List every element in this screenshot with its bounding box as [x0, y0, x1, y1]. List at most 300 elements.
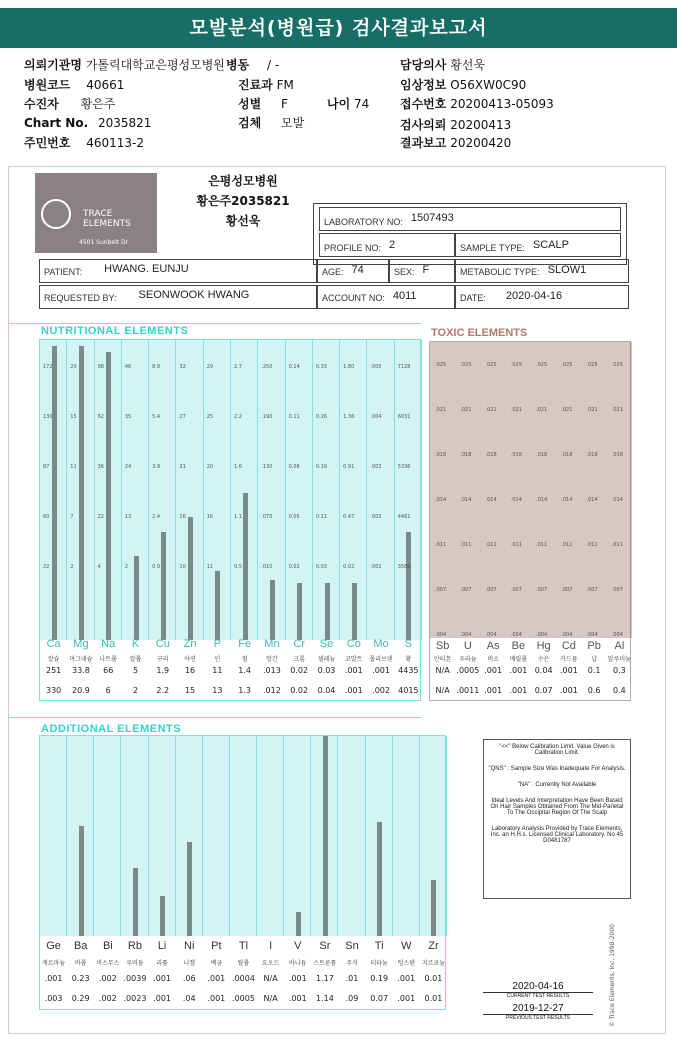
- additional-korean-name: 요오드: [261, 960, 280, 967]
- previous-value: 15: [184, 686, 196, 695]
- toxic-tick-label: .025: [611, 362, 623, 368]
- nutritional-tick-label: 98: [97, 364, 104, 370]
- hospital-stamp: [195, 171, 291, 231]
- toxic-tick-label: .004: [586, 632, 598, 638]
- additional-korean-name: 게르마늄: [41, 960, 66, 967]
- age-label: 나이: [327, 97, 351, 111]
- toxic-korean-name: 비소: [487, 656, 499, 663]
- element-symbol: Se: [319, 638, 334, 650]
- nutritional-tick-label: 4: [97, 564, 101, 570]
- nutritional-tick-label: .003: [370, 464, 382, 470]
- lab-logo-block: [35, 173, 157, 253]
- toxic-tick-label: .018: [536, 452, 548, 458]
- element-symbol: Fe: [238, 638, 252, 650]
- lab-no-row: [319, 207, 621, 231]
- toxic-previous-value: 0.6: [587, 686, 601, 695]
- lab-logo-icon: [41, 199, 71, 229]
- current-date: 2020-04-16: [483, 981, 593, 993]
- toxic-tick-label: .014: [586, 497, 598, 503]
- additional-previous-value: .002: [98, 994, 117, 1003]
- toxic-previous-value: 0.4: [613, 686, 626, 695]
- toxic-korean-name: 알루미늄: [607, 656, 631, 663]
- previous-label: PREVIOUS TEST RESULTS: [506, 1015, 570, 1021]
- nutritional-tick-label: 20: [206, 464, 214, 470]
- element-symbol: Mg: [73, 638, 89, 650]
- requested-row: [39, 285, 317, 309]
- nutritional-tick-label: 0.02: [288, 564, 300, 570]
- toxic-column: [430, 342, 455, 638]
- nutritional-tick-label: 0.26: [315, 414, 327, 420]
- clinical-value: O56XW0C90: [450, 78, 527, 92]
- additional-column: [284, 736, 311, 936]
- report-date-label: 결과보고: [400, 136, 447, 150]
- age-row: [317, 259, 389, 283]
- nutritional-bar: [406, 532, 411, 640]
- toxic-column: [556, 342, 581, 638]
- profile-row: [319, 233, 455, 257]
- toxic-tick-label: .014: [460, 497, 472, 503]
- element-symbol: Mn: [264, 638, 280, 650]
- current-value: 0.03: [317, 666, 336, 675]
- toxic-tick-label: .021: [460, 407, 472, 413]
- toxic-tick-label: .025: [586, 362, 598, 368]
- note-qns: "QNS" : Sample Size Was Inadequate For Analysis.: [488, 766, 626, 772]
- toxic-current-value: .001: [484, 666, 503, 675]
- additional-previous-value: 1.14: [315, 994, 334, 1003]
- toxic-current-value: 0.3: [613, 666, 626, 675]
- previous-date: 2019-12-27: [483, 1003, 593, 1015]
- age-value: 74: [354, 97, 370, 111]
- nutritional-tick-label: .070: [261, 514, 273, 520]
- nutritional-tick-label: 4461: [397, 514, 411, 520]
- additional-symbol: W: [401, 940, 412, 952]
- current-value: 0.02: [290, 666, 309, 675]
- previous-value: 6: [105, 686, 111, 695]
- nutritional-tick-label: .001: [370, 564, 382, 570]
- toxic-current-value: .0005: [456, 666, 480, 675]
- sample-label: SAMPLE TYPE:: [460, 243, 525, 253]
- nutritional-tick-label: 0.11: [288, 414, 300, 420]
- profile-label: PROFILE NO:: [324, 243, 382, 253]
- additional-column: [338, 736, 365, 936]
- additional-column: [94, 736, 121, 936]
- toxic-symbol: U: [463, 640, 472, 652]
- element-korean-name: 칼슘: [47, 656, 60, 663]
- nutritional-title: NUTRITIONAL ELEMENTS: [41, 325, 189, 337]
- stamp-patient: 황은주2035821: [196, 194, 290, 208]
- toxic-korean-name: 베릴륨: [509, 656, 528, 663]
- element-korean-name: 나트륨: [99, 656, 117, 663]
- additional-column: [257, 736, 284, 936]
- element-korean-name: 코발트: [345, 656, 363, 663]
- toxic-tick-label: .004: [561, 632, 573, 638]
- additional-bar: [323, 736, 328, 936]
- current-value: 16: [184, 666, 196, 675]
- element-korean-name: 인: [214, 656, 221, 663]
- additional-korean-name: 비스무스: [96, 960, 120, 967]
- toxic-tick-label: .025: [536, 362, 548, 368]
- element-korean-name: 아연: [184, 656, 196, 663]
- toxic-tick-label: .007: [435, 587, 447, 593]
- toxic-previous-value: .001: [559, 686, 578, 695]
- previous-value: 2.2: [156, 686, 170, 695]
- additional-current-value: .001: [288, 974, 307, 983]
- note-ideal: Ideal Levels And Interpretation Have Been Based On Hair Samples Obtained From The Mid-Parietal To The Occipital Region Of The Scalp: [490, 798, 624, 816]
- nutritional-tick-label: .004: [370, 414, 382, 420]
- specimen-label: 검체: [238, 116, 262, 130]
- toxic-symbol: Hg: [536, 640, 551, 652]
- toxic-tick-label: .018: [485, 452, 497, 458]
- element-korean-name: 칼륨: [129, 656, 142, 663]
- nutritional-tick-label: 15: [70, 414, 77, 420]
- additional-divider: [9, 717, 421, 718]
- nutritional-bar: [215, 571, 220, 640]
- additional-korean-name: 스트론튬: [313, 960, 337, 967]
- additional-symbol: Ba: [73, 940, 88, 952]
- additional-current-value: 0.23: [71, 974, 90, 983]
- nutritional-tick-label: 62: [97, 414, 104, 420]
- toxic-current-value: .001: [509, 666, 528, 675]
- additional-symbol: Ge: [46, 940, 61, 952]
- toxic-tick-label: .014: [536, 497, 548, 503]
- nutritional-bar: [134, 556, 139, 640]
- lab-no-label: LABORATORY NO:: [324, 217, 403, 227]
- sex-value: F: [281, 97, 288, 111]
- toxic-korean-name: 안티몬: [433, 656, 452, 663]
- toxic-tick-label: .021: [485, 407, 497, 413]
- additional-current-value: .001: [153, 974, 171, 983]
- toxic-previous-value: .001: [484, 686, 503, 695]
- additional-korean-name: 바륨: [74, 960, 87, 967]
- age-report-value: 74: [351, 264, 364, 276]
- element-korean-name: 철: [241, 656, 248, 663]
- toxic-tick-label: .018: [611, 452, 623, 458]
- report-title: 모발분석(병원급) 검사결과보고서: [0, 8, 677, 48]
- toxic-tick-label: .004: [611, 632, 623, 638]
- nutritional-tick-label: 6031: [397, 414, 411, 420]
- patient-report-label: PATIENT:: [44, 267, 83, 277]
- additional-symbol: Sr: [319, 940, 331, 952]
- patient-report-value: HWANG. EUNJU: [104, 263, 189, 275]
- toxic-tick-label: .011: [460, 542, 472, 548]
- additional-current-value: .001: [207, 974, 226, 983]
- patient-label: 수진자: [24, 97, 59, 111]
- result-dates: [483, 981, 593, 1021]
- toxic-tick-label: .021: [435, 407, 447, 413]
- additional-symbol: Tl: [238, 940, 249, 952]
- current-value: 1.4: [238, 666, 251, 675]
- nutritional-tick-label: 5.4: [152, 414, 161, 420]
- sex-label: 성별: [238, 97, 262, 111]
- nutritional-tick-label: .130: [261, 464, 273, 470]
- additional-symbol: Bi: [102, 940, 113, 952]
- nutritional-bar: [188, 517, 193, 640]
- nutritional-tick-label: 3586: [397, 564, 411, 570]
- toxic-tick-label: .014: [611, 497, 623, 503]
- nutritional-bar: [270, 580, 275, 640]
- metabolic-value: SLOW1: [547, 264, 587, 276]
- sex-report-value: F: [422, 264, 430, 276]
- element-symbol: P: [213, 638, 222, 650]
- element-symbol: Na: [101, 638, 116, 650]
- toxic-tick-label: .004: [510, 632, 522, 638]
- additional-symbol: Ni: [184, 940, 195, 952]
- hospital-code-label: 병원코드: [24, 78, 71, 92]
- nutritional-tick-label: .250: [261, 364, 273, 370]
- additional-bar: [296, 912, 301, 936]
- nutritional-tick-label: 8.9: [152, 364, 161, 370]
- request-value: 20200413: [450, 118, 512, 132]
- toxic-tick-label: .021: [510, 407, 522, 413]
- toxic-tick-label: .014: [510, 497, 522, 503]
- current-value: .013: [263, 666, 281, 675]
- current-label: CURRENT TEST RESULTS: [506, 993, 570, 999]
- element-korean-name: 셀레늄: [317, 656, 336, 663]
- sex-report-label: SEX:: [394, 267, 415, 277]
- previous-value: 13: [212, 686, 223, 695]
- element-symbol: Ca: [46, 638, 61, 650]
- nutritional-bar: [52, 346, 57, 640]
- additional-korean-name: 티타늄: [370, 960, 388, 967]
- toxic-previous-value: .0011: [456, 686, 480, 695]
- additional-bar: [133, 868, 138, 936]
- toxic-tick-label: .018: [435, 452, 447, 458]
- nutritional-tick-label: 2.2: [234, 414, 242, 420]
- date-label: DATE:: [460, 293, 486, 303]
- metabolic-row: [455, 259, 629, 283]
- institution-value: 가톨릭대학교은평성모병원: [85, 58, 225, 72]
- toxic-tick-label: .021: [586, 407, 598, 413]
- rrn-label: 주민번호: [24, 136, 71, 150]
- account-row: [317, 285, 455, 309]
- scanned-report: [8, 166, 666, 1034]
- nutritional-tick-label: 0.14: [288, 364, 300, 370]
- nutritional-tick-label: 0.33: [315, 364, 327, 370]
- toxic-column: [582, 342, 607, 638]
- current-value: 251: [46, 666, 62, 675]
- nutritional-tick-label: 29: [206, 364, 214, 370]
- note-calibration: "<<" Below Calibration Limit. Value Given is Calibration Limit.: [499, 744, 615, 756]
- element-symbol: S: [404, 638, 413, 650]
- nutritional-tick-label: 25: [206, 414, 214, 420]
- nutritional-tick-label: 87: [43, 464, 50, 470]
- additional-previous-value: N/A: [263, 994, 278, 1003]
- current-value: 5: [132, 666, 139, 675]
- doctor-label: 담당의사: [400, 58, 447, 72]
- nutritional-tick-label: 172: [43, 364, 53, 370]
- element-symbol: Mo: [373, 638, 389, 650]
- nutritional-tick-label: .002: [370, 514, 382, 520]
- dept-value: FM: [276, 78, 294, 92]
- toxic-tick-label: .011: [536, 542, 548, 548]
- additional-korean-name: 바나듐: [289, 960, 307, 967]
- additional-current-value: .001: [397, 974, 416, 983]
- additional-previous-value: 0.07: [370, 994, 389, 1003]
- requested-label: REQUESTED BY:: [44, 293, 117, 303]
- receipt-label: 접수번호: [400, 97, 447, 111]
- toxic-tick-label: .014: [561, 497, 573, 503]
- toxic-chart: [429, 341, 631, 701]
- element-korean-name: 구리: [156, 656, 169, 663]
- additional-korean-name: 리튬: [156, 960, 168, 967]
- toxic-tick-label: .007: [460, 587, 472, 593]
- previous-value: 1.3: [238, 686, 251, 695]
- additional-korean-name: 주석: [346, 960, 358, 967]
- toxic-current-value: N/A: [435, 666, 450, 675]
- additional-current-value: 0.19: [370, 974, 389, 983]
- nutritional-bar: [161, 532, 166, 640]
- nutritional-tick-label: 13: [124, 514, 132, 520]
- toxic-tick-label: .025: [435, 362, 447, 368]
- previous-value: 0.04: [317, 686, 336, 695]
- nutritional-tick-label: 10: [179, 564, 186, 570]
- lab-name: TRACE ELEMENTS: [83, 209, 131, 229]
- hospital-code-value: 40661: [86, 78, 125, 92]
- stamp-doctor: 황선욱: [225, 214, 261, 228]
- current-value: 66: [103, 666, 114, 675]
- lab-address: 4501 Sunbelt Dr: [79, 239, 129, 246]
- additional-current-value: .002: [98, 974, 117, 983]
- toxic-column: [607, 342, 632, 638]
- additional-chart: [39, 735, 446, 1010]
- additional-previous-value: .001: [397, 994, 416, 1003]
- chart-label: Chart No.: [24, 116, 89, 130]
- nutritional-bar: [352, 583, 357, 640]
- toxic-tick-label: .014: [435, 497, 447, 503]
- additional-current-value: 1.17: [315, 974, 334, 983]
- toxic-tick-label: .025: [460, 362, 472, 368]
- additional-previous-value: .04: [182, 994, 196, 1003]
- nutritional-tick-label: 0.08: [288, 464, 300, 470]
- nutritional-tick-label: 16: [179, 514, 186, 520]
- additional-previous-value: .001: [153, 994, 171, 1003]
- toxic-tick-label: .004: [460, 632, 472, 638]
- toxic-previous-value: .001: [509, 686, 528, 695]
- nutritional-tick-label: 22: [97, 514, 104, 520]
- additional-current-value: .001: [44, 974, 63, 983]
- nutritional-tick-label: 2.7: [234, 364, 242, 370]
- toxic-tick-label: .007: [611, 587, 623, 593]
- nutritional-tick-label: 0.9: [152, 564, 161, 570]
- additional-symbol: V: [294, 940, 302, 952]
- nutritional-tick-label: 2.4: [152, 514, 161, 520]
- additional-previous-value: 0.29: [71, 994, 90, 1003]
- toxic-tick-label: .011: [611, 542, 623, 548]
- toxic-tick-label: .025: [485, 362, 497, 368]
- nutritional-tick-label: 36: [97, 464, 104, 470]
- nutritional-tick-label: 16: [206, 514, 214, 520]
- nutritional-tick-label: 32: [179, 364, 186, 370]
- additional-korean-name: 탈륨: [237, 960, 250, 967]
- additional-previous-value: .0005: [232, 994, 255, 1003]
- toxic-tick-label: .025: [561, 362, 573, 368]
- toxic-tick-label: .004: [485, 632, 497, 638]
- ward-value: / -: [267, 58, 280, 72]
- current-value: .001: [372, 666, 390, 675]
- toxic-column: [481, 342, 506, 638]
- additional-previous-value: 0.01: [424, 994, 443, 1003]
- profile-value: 2: [389, 239, 396, 251]
- nutritional-tick-label: 46: [124, 364, 132, 370]
- nutritional-tick-label: 1.36: [343, 414, 355, 420]
- additional-symbol: Ti: [374, 940, 384, 952]
- nutritional-tick-label: 0.02: [343, 564, 355, 570]
- toxic-tick-label: .007: [536, 587, 548, 593]
- previous-value: 4015: [398, 686, 419, 695]
- additional-korean-name: 백금: [210, 960, 223, 967]
- toxic-tick-label: .011: [586, 542, 598, 548]
- nutritional-tick-label: 22: [43, 564, 50, 570]
- additional-previous-value: .001: [207, 994, 226, 1003]
- previous-value: .002: [372, 686, 390, 695]
- nutritional-tick-label: 0.91: [343, 464, 355, 470]
- nutritional-tick-label: 7: [70, 514, 74, 520]
- additional-korean-name: 루비듐: [126, 960, 144, 967]
- nutritional-tick-label: 3.9: [152, 464, 161, 470]
- element-korean-name: 마그네슘: [69, 656, 93, 663]
- toxic-tick-label: .011: [561, 542, 573, 548]
- nutritional-tick-label: 0.11: [315, 514, 327, 520]
- nutritional-bar: [325, 583, 330, 640]
- toxic-tick-label: .021: [611, 407, 623, 413]
- sample-value: SCALP: [532, 239, 569, 251]
- additional-current-value: .06: [182, 974, 196, 983]
- additional-previous-value: .003: [44, 994, 63, 1003]
- toxic-tick-label: .011: [485, 542, 497, 548]
- toxic-tick-label: .007: [561, 587, 573, 593]
- patient-row: [39, 259, 317, 283]
- additional-previous-value: .09: [345, 994, 359, 1003]
- toxic-tick-label: .018: [561, 452, 573, 458]
- nutritional-tick-label: 0.03: [315, 564, 327, 570]
- additional-current-value: .0039: [123, 974, 147, 983]
- additional-current-value: .01: [345, 974, 359, 983]
- toxic-previous-value: 0.07: [534, 686, 553, 695]
- previous-value: 20.9: [72, 686, 90, 695]
- toxic-tick-label: .021: [561, 407, 573, 413]
- request-label: 검사의뢰: [400, 118, 447, 132]
- nutritional-tick-label: 130: [43, 414, 53, 420]
- requested-value: SEONWOOK HWANG: [138, 289, 250, 301]
- toxic-tick-label: .011: [510, 542, 522, 548]
- toxic-tick-label: .018: [510, 452, 522, 458]
- toxic-tick-label: .004: [435, 632, 447, 638]
- sample-row: [455, 233, 621, 257]
- toxic-current-value: 0.1: [587, 666, 601, 675]
- toxic-symbol: Al: [614, 640, 625, 652]
- nutritional-tick-label: 7128: [397, 364, 411, 370]
- current-value: 1.9: [156, 666, 170, 675]
- additional-korean-name: 지르코늄: [421, 960, 446, 967]
- copyright: © Trace Elements, Inc. 1998-2000: [609, 924, 616, 1027]
- element-korean-name: 몰리브덴: [369, 656, 393, 663]
- element-symbol: Cr: [293, 638, 305, 650]
- additional-title: ADDITIONAL ELEMENTS: [41, 723, 182, 735]
- chart-value: 2035821: [97, 116, 152, 130]
- nutritional-chart: [39, 339, 421, 701]
- additional-symbol: Sn: [345, 940, 359, 952]
- toxic-korean-name: 납: [591, 656, 598, 663]
- nutritional-tick-label: 1.6: [234, 464, 242, 470]
- current-value: .001: [344, 666, 363, 675]
- toxic-current-value: .001: [559, 666, 578, 675]
- additional-current-value: N/A: [263, 974, 278, 983]
- nutritional-tick-label: 5336: [397, 464, 411, 470]
- current-value: 4435: [398, 666, 419, 675]
- nutritional-tick-label: 21: [179, 464, 186, 470]
- nutritional-tick-label: 0.19: [315, 464, 327, 470]
- toxic-tick-label: .025: [510, 362, 522, 368]
